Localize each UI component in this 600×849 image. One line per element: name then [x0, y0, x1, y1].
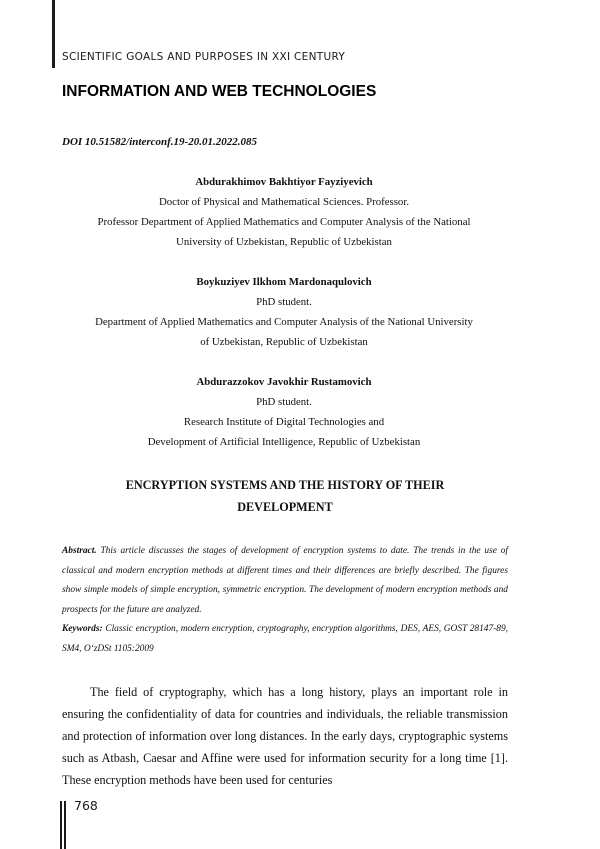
author-affiliation-line: Doctor of Physical and Mathematical Sciences. Professor.: [158, 196, 410, 208]
author-block-2: [40, 272, 528, 352]
author-affiliation-line: University of Uzbekistan, Republic of Uzbekistan: [176, 236, 392, 248]
author-name: Abdurakhimov Bakhtiyor Fayziyevich: [195, 176, 373, 188]
author-affiliation-line: of Uzbekistan, Republic of Uzbekistan: [200, 336, 368, 348]
author-affiliation-line: PhD student.: [256, 296, 312, 308]
author-block-3: [40, 372, 528, 452]
section-title: INFORMATION AND WEB TECHNOLOGIES: [62, 83, 377, 100]
article-title-line: ENCRYPTION SYSTEMS AND THE HISTORY OF THEIR: [125, 478, 445, 492]
author-name: Boykuziyev Ilkhom Mardonaqulovich: [196, 276, 372, 288]
abstract-label: Abstract.: [62, 546, 97, 556]
keywords-label: Keywords:: [62, 624, 103, 634]
author-affiliation-line: Professor Department of Applied Mathematics and Computer Analysis of the National: [97, 216, 471, 228]
body-text: The field of cryptography, which has a long history, plays an important role in ensuring the confidentiality of data for countries and individuals, the reliable transmission and protection of information over long distances. In the early days, cryptographic systems such as Atbash, Caesar and Affine were used for information security for a long time [1]. These encryption methods have been used for centuries: [62, 685, 508, 787]
author-name: Abdurazzokov Javokhir Rustamovich: [196, 376, 372, 388]
collection-title: SCIENTIFIC GOALS AND PURPOSES IN XXI CENTURY: [62, 51, 346, 63]
header-rule: [52, 0, 55, 68]
author-block-1: [40, 172, 528, 252]
abstract: [62, 542, 508, 659]
footer-rule: [60, 801, 62, 849]
author-affiliation-line: PhD student.: [256, 396, 312, 408]
keywords-text: Classic encryption, modern encryption, cryptography, encryption algorithms, DES, AES, GOST 28147-89, SM4, O‘zDSt 1105:2009: [62, 624, 509, 654]
author-affiliation-line: Department of Applied Mathematics and Computer Analysis of the National University: [95, 316, 473, 328]
doi: DOI 10.51582/interconf.19-20.01.2022.085: [62, 136, 257, 148]
author-affiliation-line: Research Institute of Digital Technologies and: [183, 416, 385, 428]
page-number: 768: [74, 798, 98, 813]
article-title-line: DEVELOPMENT: [237, 500, 333, 514]
body-paragraph: [62, 681, 508, 791]
abstract-text: This article discusses the stages of development of encryption systems to date. The trends in the use of classical and modern encryption methods at different times and their differences are briefly described. The figures show simple models of simple encryption, symmetric encryption. The development of modern encryption methods and prospects for the future are analyzed.: [62, 546, 508, 615]
article-title: [62, 474, 508, 518]
author-affiliation-line: Development of Artificial Intelligence, Republic of Uzbekistan: [147, 436, 421, 448]
